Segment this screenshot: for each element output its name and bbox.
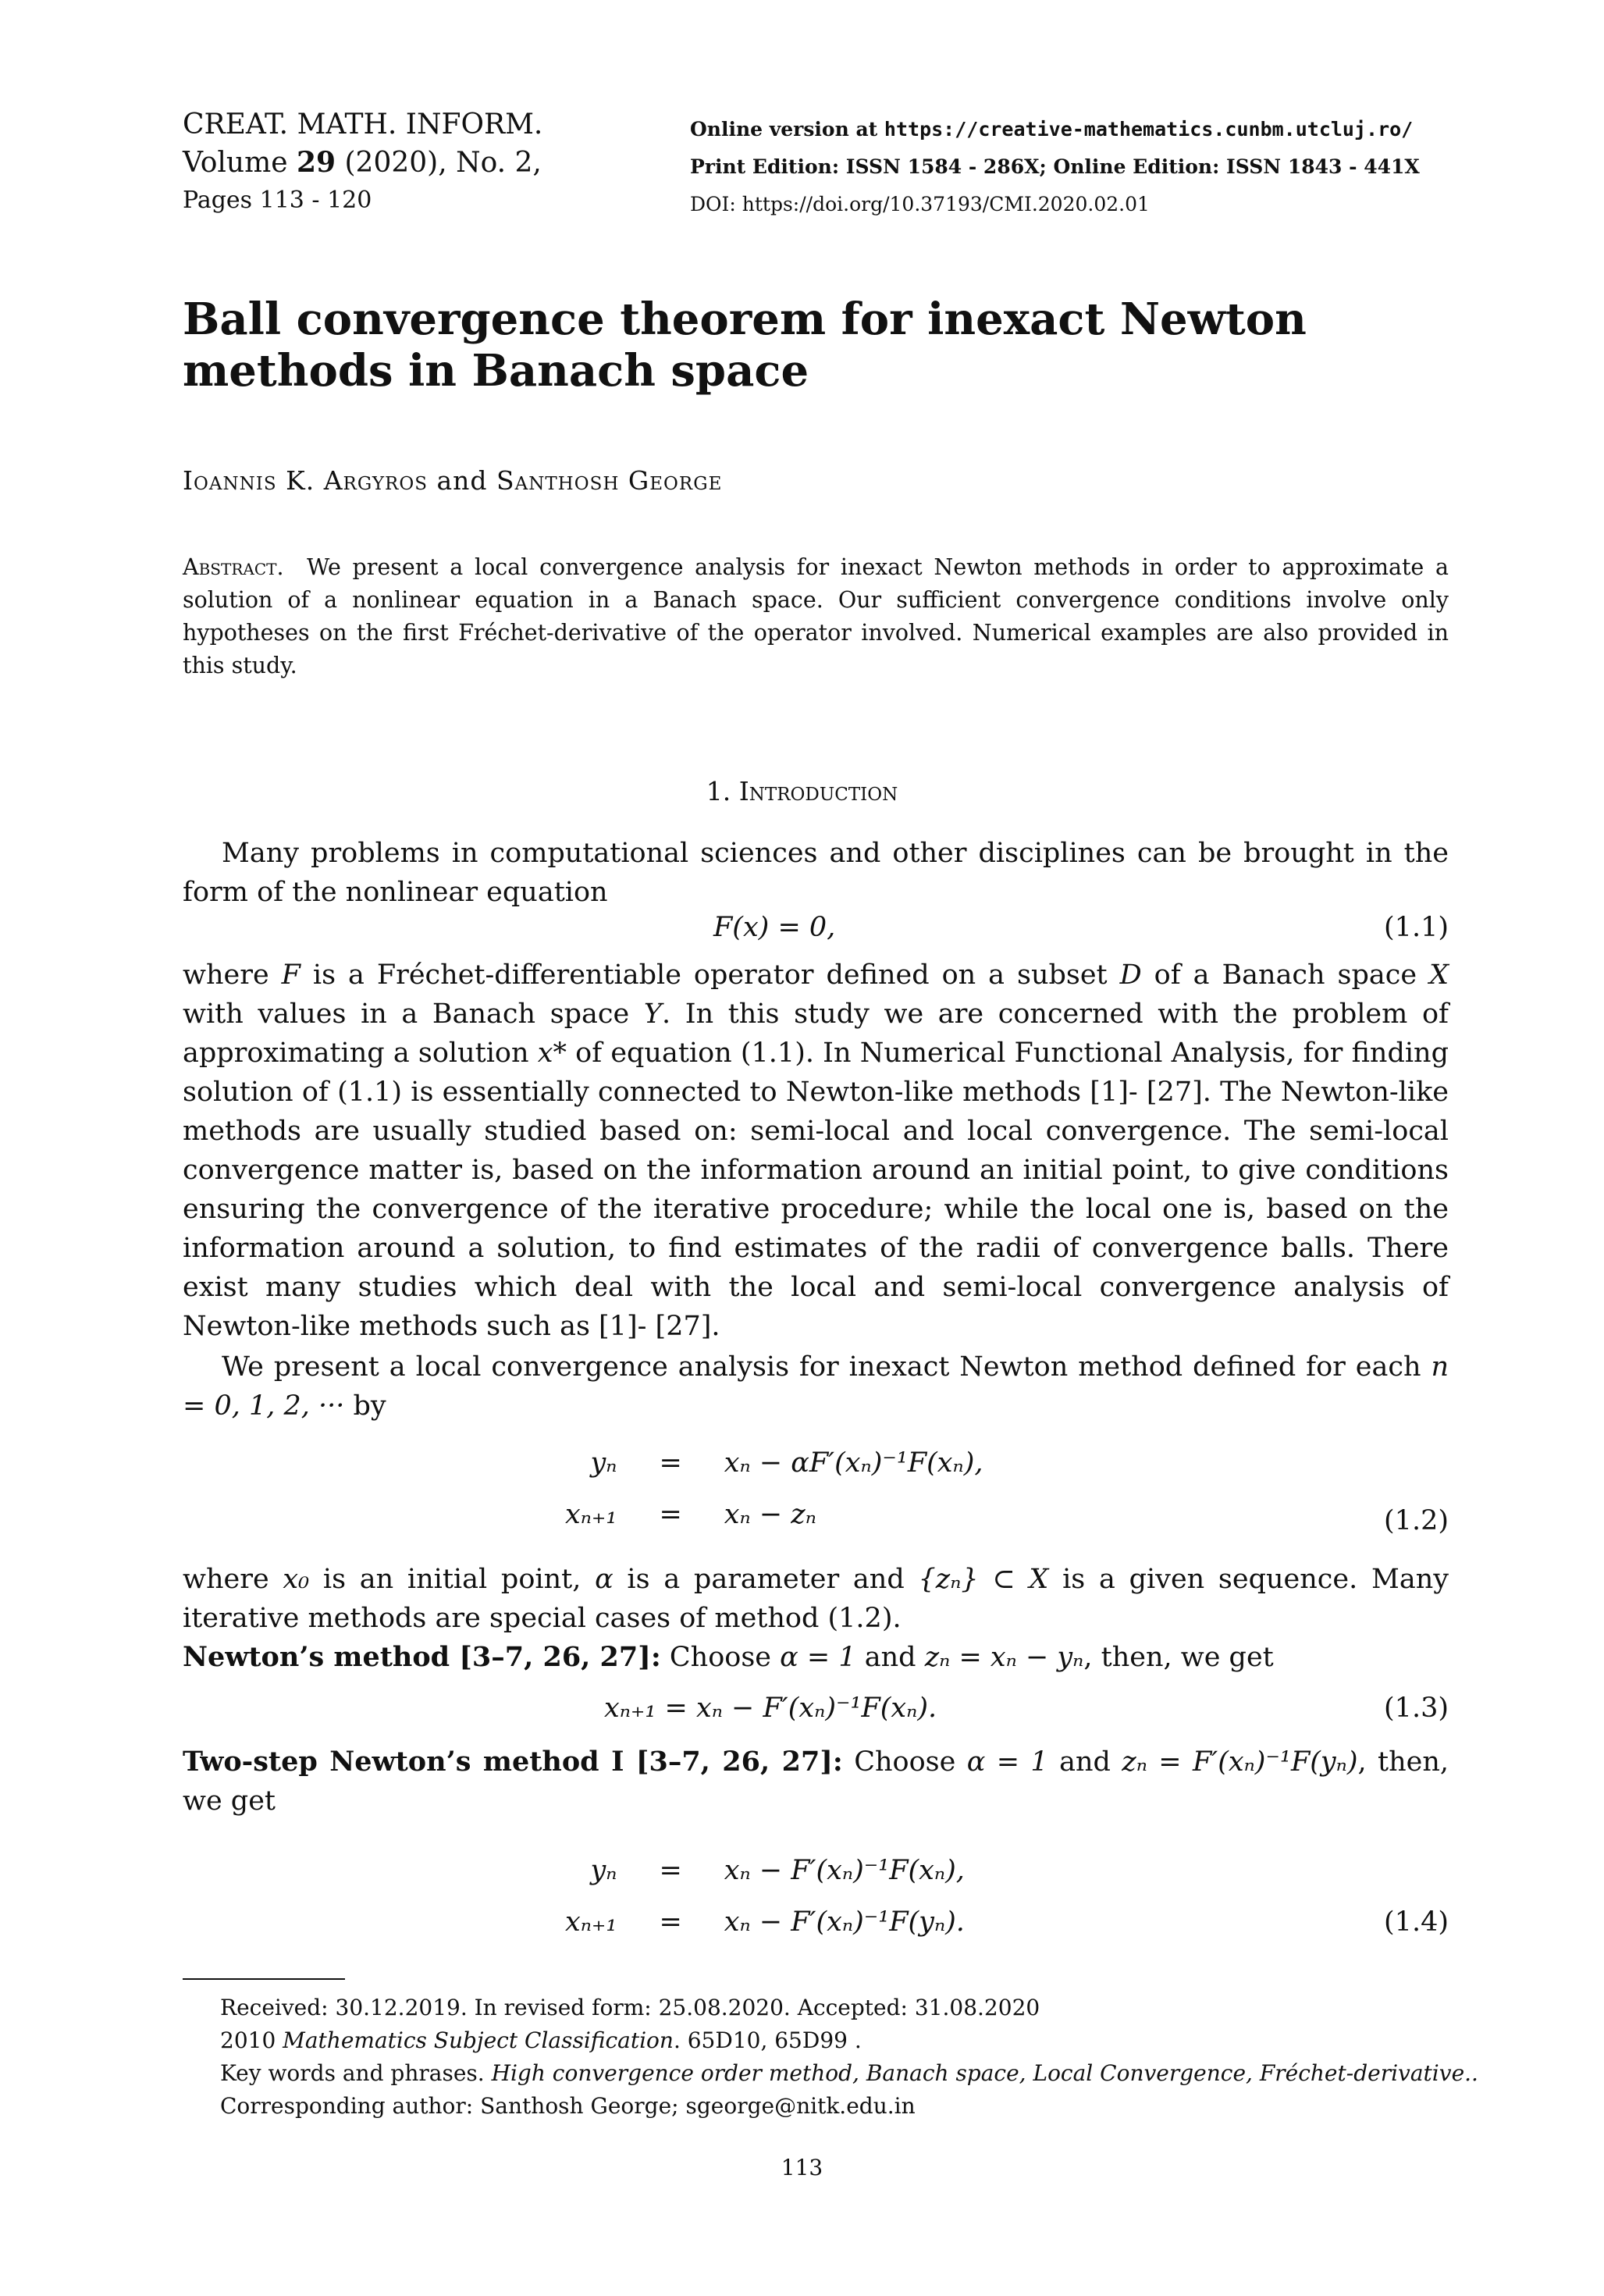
abstract-label: Abstract. bbox=[183, 554, 284, 580]
journal-volume: Volume 29 (2020), No. 2, bbox=[183, 146, 542, 179]
equation-1-2-number: (1.2) bbox=[1384, 1505, 1449, 1536]
footnote-keywords: Key words and phrases. High convergence order method, Banach space, Local Convergence, Fréchet-derivative.. bbox=[220, 2060, 1478, 2086]
author-2: Santhosh George bbox=[496, 465, 723, 496]
equation-1-4-number: (1.4) bbox=[1384, 1906, 1449, 1938]
paragraph-newton-method: Newton’s method [3–7, 26, 27]: Choose α = 1 and zₙ = xₙ − yₙ, then, we get bbox=[183, 1641, 1274, 1673]
equation-number: (1.1) bbox=[1384, 912, 1449, 943]
author-1: Ioannis K. Argyros bbox=[183, 465, 428, 496]
equation-1-4: yₙ = xₙ − F′(xₙ)⁻¹F(xₙ), xₙ₊₁ = xₙ − F′(xₙ)⁻¹F(yₙ). bbox=[565, 1855, 965, 1938]
journal-name: CREAT. MATH. INFORM. bbox=[183, 109, 543, 141]
journal-url-link[interactable]: https://creative-mathematics.cunbm.utcluj.ro/ bbox=[884, 118, 1414, 141]
paragraph-2: where F is a Fréchet-differentiable operator defined on a subset D of a Banach space X with values in a Banach space Y. In this study we are concerned with the problem of approximating a solution x* of equation (1.1). In Numerical Functional Analysis, for finding solution of (1.1) is essentially connected to Newton-like methods [1]- [27]. The Newton-like methods are usually studied based on: semi-local and local convergence. The semi-local convergence matter is, based on the information around an initial point, to give conditions ensuring the convergence of the iterative procedure; while the local one is, based on the information around a solution, to find estimates of the radii of convergence balls. There exist many studies which deal with the local and semi-local convergence analysis of Newton-like methods such as [1]- [27]. bbox=[183, 959, 1449, 1342]
footnote-corresponding-author: Corresponding author: Santhosh George; sgeorge@nitk.edu.in bbox=[220, 2093, 916, 2119]
section-heading: 1. Introduction bbox=[706, 776, 898, 806]
footnote-received: Received: 30.12.2019. In revised form: 25.08.2020. Accepted: 31.08.2020 bbox=[220, 1995, 1040, 2020]
publication-info bbox=[690, 111, 1420, 223]
journal-pages: Pages 113 - 120 bbox=[183, 187, 372, 214]
paragraph-1: Many problems in computational sciences and other disciplines can be brought in the form of the nonlinear equation bbox=[183, 838, 1449, 908]
authors: Ioannis K. Argyros and Santhosh George bbox=[183, 465, 723, 496]
paper-title: Ball convergence theorem for inexact Newton methods in Banach space bbox=[183, 294, 1307, 397]
equation-body: F(x) = 0, bbox=[713, 912, 836, 943]
journal-header bbox=[183, 106, 542, 219]
footnote-divider bbox=[183, 1978, 345, 1980]
issn-info: Print Edition: ISSN 1584 - 286X; Online Edition: ISSN 1843 - 441X bbox=[690, 155, 1420, 178]
abstract-text: We present a local convergence analysis for inexact Newton methods in order to approximate a solution of a nonlinear equation in a Banach space. Our sufficient convergence conditions involve only hypotheses on the first Fréchet-derivative of the operator involved. Numerical examples are also provided in this study. bbox=[183, 554, 1449, 678]
paragraph-3: We present a local convergence analysis for inexact Newton method defined for each n = 0, 1, 2, ··· by bbox=[183, 1351, 1449, 1422]
doi-link[interactable]: DOI: https://doi.org/10.37193/CMI.2020.02.01 bbox=[690, 193, 1150, 215]
paragraph-4: where x₀ is an initial point, α is a parameter and {zₙ} ⊂ X is a given sequence. Many iterative methods are special cases of method (1.2). bbox=[183, 1564, 1449, 1634]
page-number: 113 bbox=[781, 2155, 823, 2180]
footnote-msc: 2010 Mathematics Subject Classification. 65D10, 65D99 . bbox=[220, 2027, 862, 2053]
abstract bbox=[183, 551, 1449, 682]
equation-1-3: xₙ₊₁ = xₙ − F′(xₙ)⁻¹F(xₙ). (1.3) bbox=[604, 1693, 1449, 1724]
equation-1-1 bbox=[183, 912, 1449, 951]
equation-1-2: yₙ = xₙ − αF′(xₙ)⁻¹F(xₙ), xₙ₊₁ = xₙ − zₙ bbox=[565, 1447, 983, 1530]
paragraph-two-step-newton: Two-step Newton’s method I [3–7, 26, 27]: Choose α = 1 and zₙ = F′(xₙ)⁻¹F(yₙ), then, we get bbox=[183, 1746, 1449, 1817]
online-version: Online version at https://creative-mathematics.cunbm.utcluj.ro/ bbox=[690, 118, 1414, 141]
